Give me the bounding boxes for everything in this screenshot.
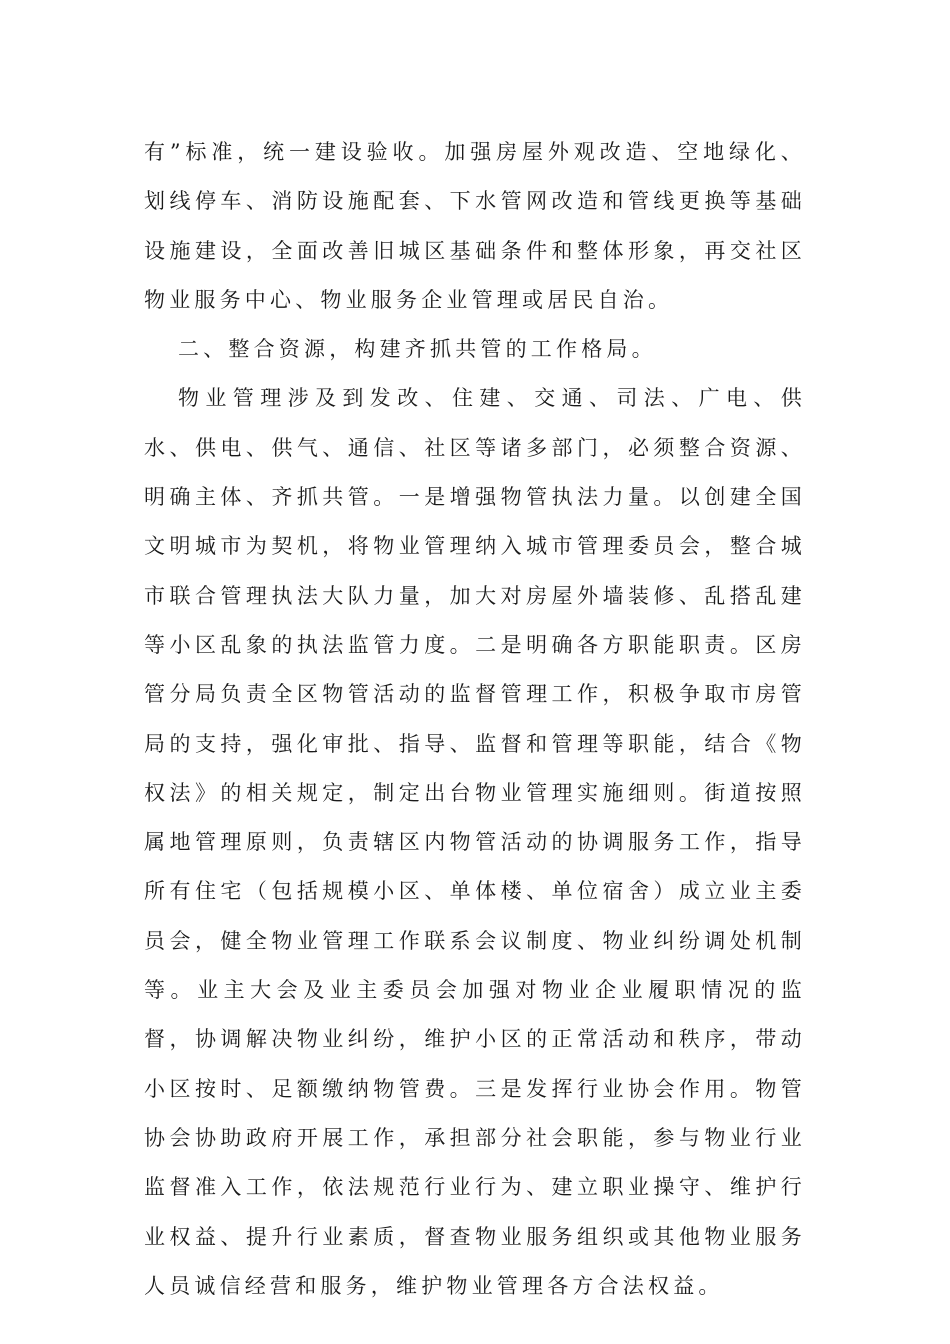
document-body (144, 128, 806, 1311)
paragraph-body: 物业管理涉及到发改、住建、交通、司法、广电、供水、供电、供气、通信、社区等诸多部门，必须整合资源、明确主体、齐抓共管。一是增强物管执法力量。以创建全国文明城市为契机，将物业管理纳入城市管理委员会，整合城市联合管理执法大队力量，加大对房屋外墙装修、乱搭乱建等小区乱象的执法监管力度。二是明确各方职能职责。区房管分局负责全区物管活动的监督管理工作，积极争取市房管局的支持，强化审批、指导、监督和管理等职能，结合《物权法》的相关规定，制定出台物业管理实施细则。街道按照属地管理原则，负责辖区内物管活动的协调服务工作，指导所有住宅（包括规模小区、单体楼、单位宿舍）成立业主委员会，健全物业管理工作联系会议制度、物业纠纷调处机制等。业主大会及业主委员会加强对物业企业履职情况的监督，协调解决物业纠纷，维护小区的正常活动和秩序，带动小区按时、足额缴纳物管费。三是发挥行业协会作用。物管协会协助政府开展工作，承担部分社会职能，参与物业行业监督准入工作，依法规范行业行为、建立职业操守、维护行业权益、提升行业素质，督查物业服务组织或其他物业服务人员诚信经营和服务，维护物业管理各方合法权益。 (144, 386, 806, 1298)
paragraph-continuation: 有”标准，统一建设验收。加强房屋外观改造、空地绿化、划线停车、消防设施配套、下水管网改造和管线更换等基础设施建设，全面改善旧城区基础条件和整体形象，再交社区物业服务中心、物业服务企业管理或居民自治。 (144, 140, 806, 312)
section-heading-2: 二、整合资源，构建齐抓共管的工作格局。 (178, 337, 657, 362)
